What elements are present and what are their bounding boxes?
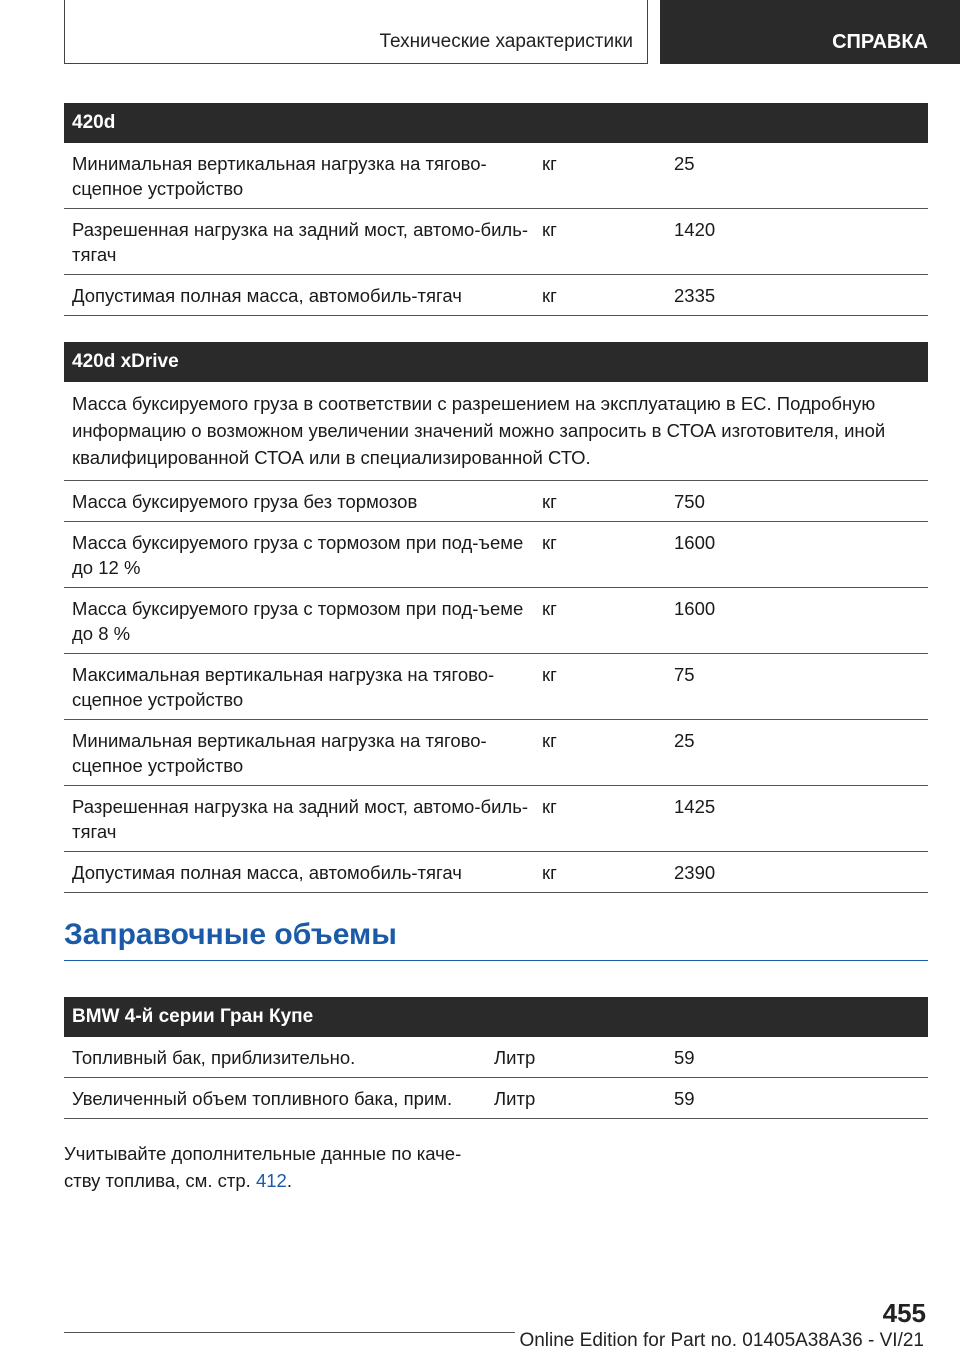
table-note: Масса буксируемого груза в соответствии с разрешением на эксплуатацию в ЕС. Подробную информацию о возможном увеличении значений можно запросить в СТОА изготовителя, иной квалифицированной СТОА или в специализированной СТО. xyxy=(64,382,928,481)
row-label: Увеличенный объем топливного бака, прим. xyxy=(72,1088,453,1109)
table-row xyxy=(64,852,928,893)
row-value: 1600 xyxy=(674,532,716,553)
table-row xyxy=(64,720,928,786)
table-row xyxy=(64,1078,928,1119)
row-value: 59 xyxy=(674,1047,695,1068)
row-label: Масса буксируемого груза с тормозом при под-ъеме до 8 % xyxy=(72,598,524,644)
table-420d xyxy=(64,103,928,316)
footer-edition: Online Edition for Part no. 01405A38A36 - VI/21 xyxy=(515,1330,924,1352)
table-title: 420d xDrive xyxy=(64,342,928,382)
row-label: Допустимая полная масса, автомобиль-тягач xyxy=(72,862,462,883)
header-section-title xyxy=(64,0,648,64)
table-row xyxy=(64,1037,928,1078)
table-title: 420d xyxy=(64,103,928,143)
table-row xyxy=(64,786,928,852)
row-unit: кг xyxy=(542,598,557,619)
row-label: Масса буксируемого груза без тормозов xyxy=(72,491,418,512)
table-capacity xyxy=(64,997,928,1119)
row-unit: кг xyxy=(542,491,557,512)
row-unit: кг xyxy=(542,796,557,817)
row-label: Минимальная вертикальная нагрузка на тягово-сцепное устройство xyxy=(72,153,487,199)
table-row xyxy=(64,209,928,275)
header-section-label: Технические характеристики xyxy=(379,31,633,52)
row-label: Допустимая полная масса, автомобиль-тягач xyxy=(72,285,462,306)
row-unit: кг xyxy=(542,153,557,174)
row-unit: кг xyxy=(542,862,557,883)
row-label: Разрешенная нагрузка на задний мост, автомо-биль-тягач xyxy=(72,796,529,842)
row-value: 1425 xyxy=(674,796,716,817)
row-unit: Литр xyxy=(494,1047,536,1068)
row-unit: кг xyxy=(542,285,557,306)
row-value: 2335 xyxy=(674,285,716,306)
row-value: 25 xyxy=(674,153,695,174)
row-value: 2390 xyxy=(674,862,716,883)
table-row xyxy=(64,481,928,522)
row-label: Топливный бак, приблизительно. xyxy=(72,1047,356,1068)
section-title: Заправочные объемы xyxy=(64,918,928,961)
table-row xyxy=(64,654,928,720)
row-unit: кг xyxy=(542,219,557,240)
row-label: Минимальная вертикальная нагрузка на тягово-сцепное устройство xyxy=(72,730,487,776)
page-reference-link[interactable]: 412 xyxy=(255,1170,287,1191)
row-value: 1420 xyxy=(674,219,716,240)
row-label: Максимальная вертикальная нагрузка на тягово-сцепное устройство xyxy=(72,664,495,710)
header-chapter-tab[interactable] xyxy=(660,0,960,64)
table-row xyxy=(64,275,928,316)
row-unit: кг xyxy=(542,532,557,553)
note-suffix: . xyxy=(286,1170,292,1191)
table-row xyxy=(64,522,928,588)
table-420d-xdrive xyxy=(64,342,928,893)
table-row xyxy=(64,143,928,209)
header-chapter-label: СПРАВКА xyxy=(832,31,928,53)
fuel-quality-note xyxy=(64,1140,484,1194)
row-unit: кг xyxy=(542,664,557,685)
row-label: Масса буксируемого груза с тормозом при под-ъеме до 12 % xyxy=(72,532,524,578)
note-text: Учитывайте дополнительные данные по каче-ству топлива, см. стр. xyxy=(64,1143,462,1191)
row-value: 25 xyxy=(674,730,695,751)
table-row xyxy=(64,588,928,654)
row-value: 75 xyxy=(674,664,695,685)
page-number: 455 xyxy=(882,1298,926,1328)
row-value: 750 xyxy=(674,491,705,512)
row-unit: кг xyxy=(542,730,557,751)
row-unit: Литр xyxy=(494,1088,536,1109)
row-value: 1600 xyxy=(674,598,716,619)
row-value: 59 xyxy=(674,1088,695,1109)
table-title: BMW 4-й серии Гран Купе xyxy=(64,997,928,1037)
row-label: Разрешенная нагрузка на задний мост, автомо-биль-тягач xyxy=(72,219,529,265)
